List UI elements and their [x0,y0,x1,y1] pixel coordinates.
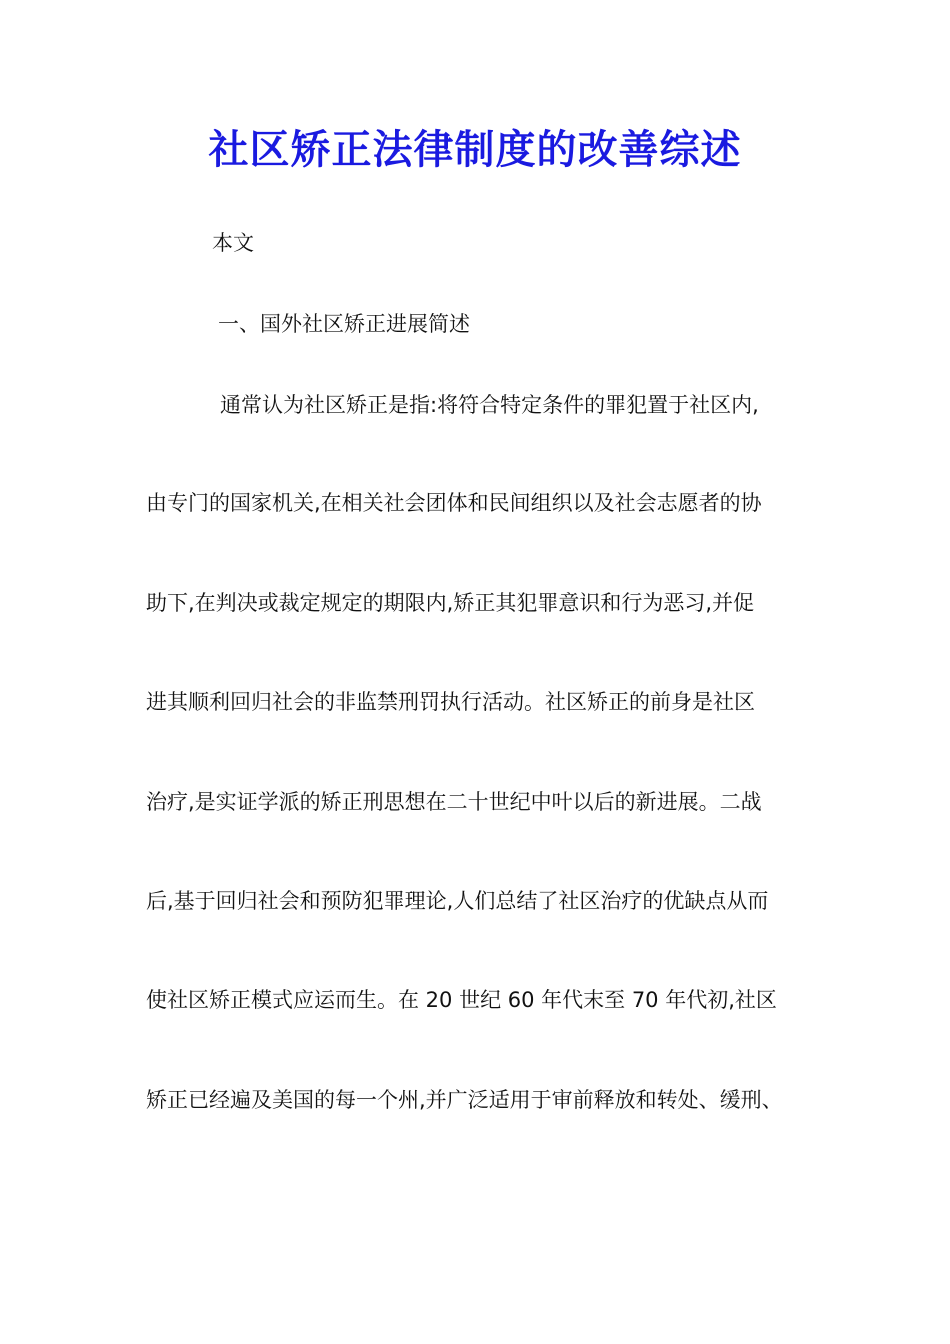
body-line: 矫正已经遍及美国的每一个州,并广泛适用于审前释放和转处、缓刑、 [146,1088,783,1112]
body-line: 治疗,是实证学派的矫正刑思想在二十世纪中叶以后的新进展。二战 [146,790,762,814]
body-line: 后,基于回归社会和预防犯罪理论,人们总结了社区治疗的优缺点从而 [146,889,769,913]
body-line: 助下,在判决或裁定规定的期限内,矫正其犯罪意识和行为恶习,并促 [146,591,755,615]
body-line: 通常认为社区矫正是指:将符合特定条件的罪犯置于社区内, [220,393,759,417]
intro-label: 本文 [212,231,254,255]
body-line: 进其顺利回归社会的非监禁刑罚执行活动。社区矫正的前身是社区 [146,690,755,714]
document-title: 社区矫正法律制度的改善综述 [208,126,742,173]
body-line: 由专门的国家机关,在相关社会团体和民间组织以及社会志愿者的协 [146,491,762,515]
body-line: 使社区矫正模式应运而生。在 20 世纪 60 年代末至 70 年代初,社区 [146,988,777,1012]
section-heading: 一、国外社区矫正进展简述 [218,312,470,336]
